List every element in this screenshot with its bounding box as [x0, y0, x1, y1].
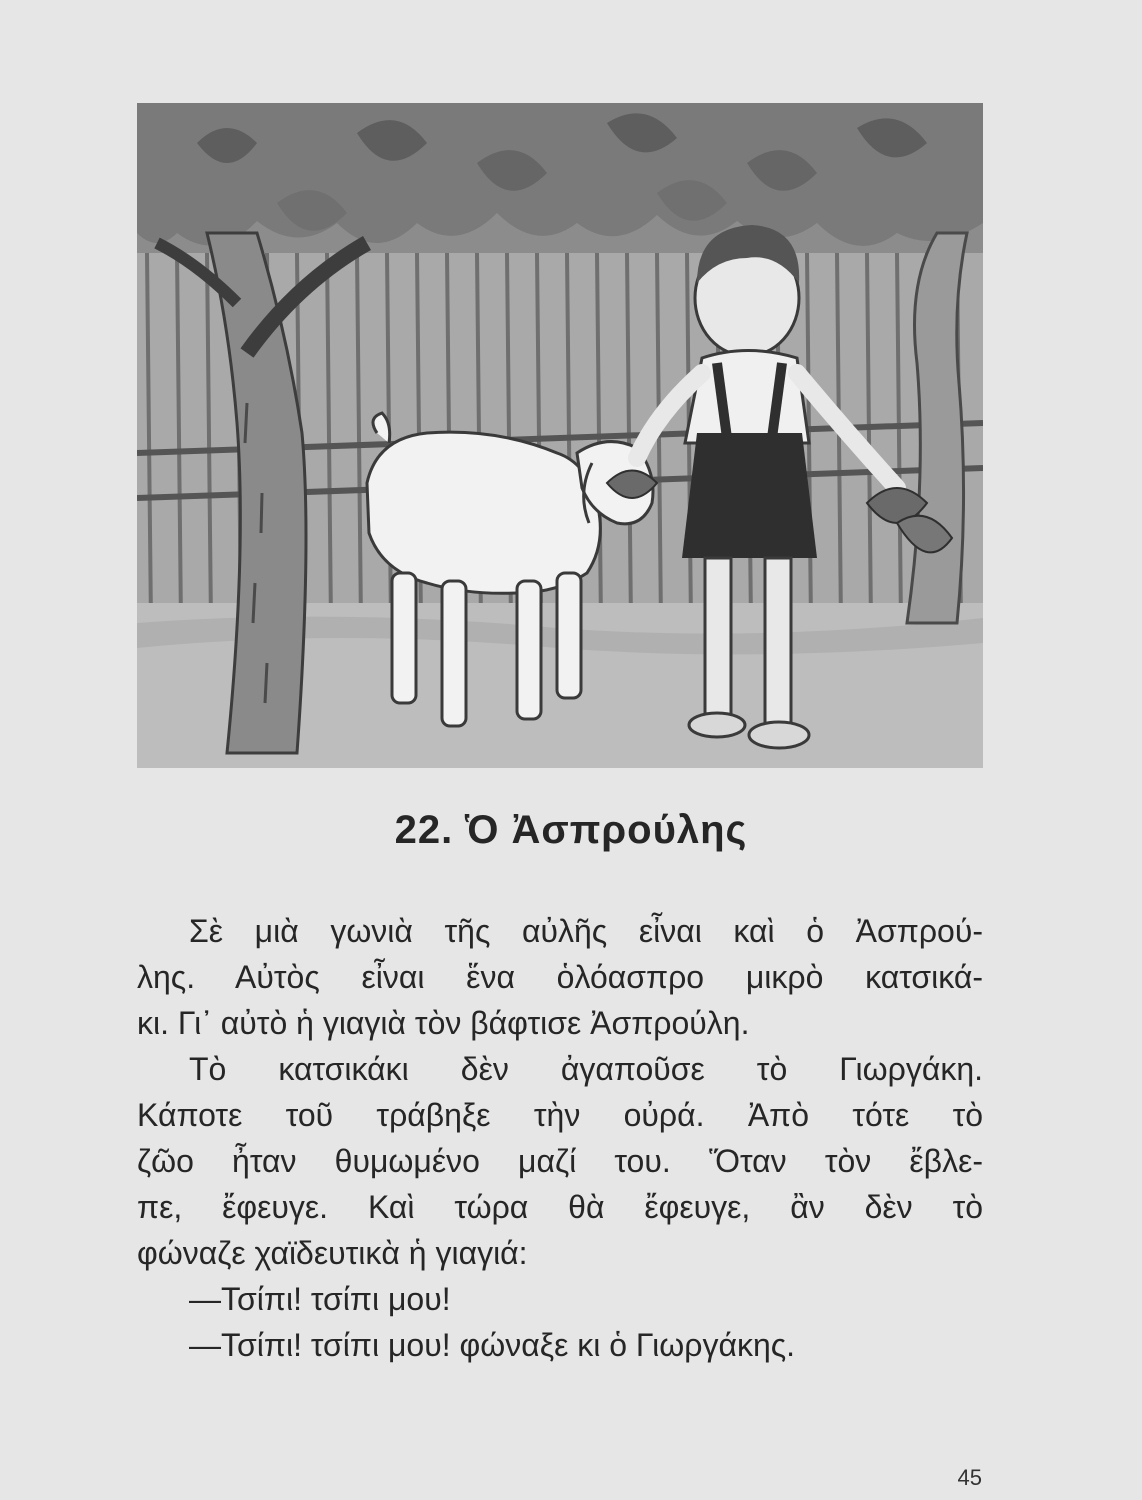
dialogue-line: —Τσίπι! τσίπι μου! [189, 1281, 451, 1317]
text-line: Κάποτε τοῦ τράβηξε τὴν οὐρά. Ἀπὸ τότε τὸ [137, 1097, 983, 1133]
foliage-icon [137, 103, 983, 253]
text-line: Τὸ κατσικάκι δὲν ἀγαποῦσε τὸ Γιωργάκη. [189, 1051, 983, 1087]
text-line: λης. Αὐτὸς εἶναι ἕνα ὁλόασπρο μικρὸ κατσικά- [137, 959, 983, 995]
text-line: Σὲ μιὰ γωνιὰ τῆς αὐλῆς εἶναι καὶ ὁ Ἀσπρού- [189, 913, 983, 949]
paragraph-2 [137, 1046, 983, 1276]
dialogue-1 [137, 1276, 983, 1322]
text-line: κι. Γι᾿ αὐτὸ ἡ γιαγιὰ τὸν βάφτισε Ἀσπρούλη. [137, 1005, 750, 1041]
text-line: πε, ἔφευγε. Καὶ τώρα θὰ ἔφευγε, ἂν δὲν τὸ [137, 1189, 983, 1225]
dialogue-line: —Τσίπι! τσίπι μου! φώναξε κι ὁ Γιωργάκης. [189, 1327, 796, 1363]
chapter-title [0, 808, 1142, 853]
text-line: ζῶο ἦταν θυμωμένο μαζί του. Ὅταν τὸν ἔβλε- [137, 1143, 983, 1179]
chapter-number: 22. [394, 808, 454, 852]
paragraph-1 [137, 908, 983, 1046]
illustration-svg [137, 103, 983, 768]
chapter-title-text: Ὁ Ἀσπρούλης [465, 808, 748, 852]
text-line: φώναζε χαϊδευτικὰ ἡ γιαγιά: [137, 1235, 528, 1271]
story-body [137, 908, 983, 1368]
dialogue-2 [137, 1322, 983, 1368]
page-number: 45 [957, 1465, 982, 1490]
illustration-boy-and-goat [137, 103, 983, 768]
